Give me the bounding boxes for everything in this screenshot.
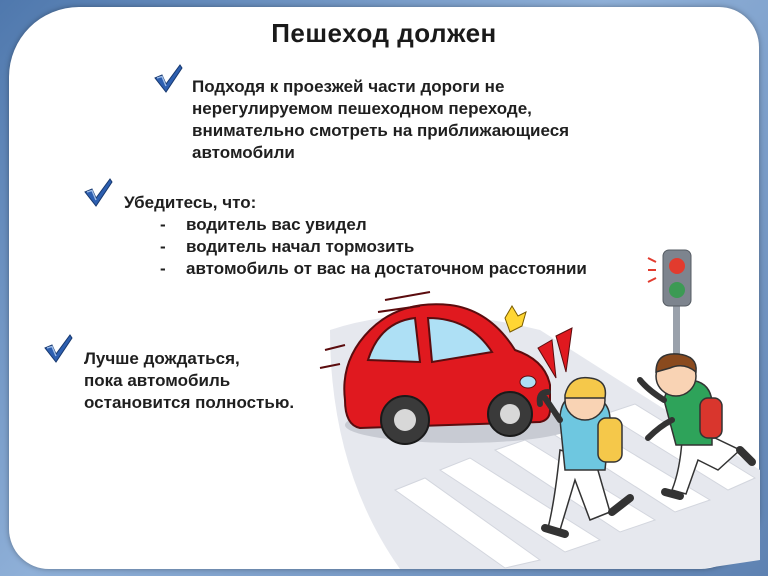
slide-title: Пешеход должен — [271, 18, 497, 48]
instruction-line: автомобили — [192, 143, 295, 162]
instruction-line: нерегулируемом пешеходном переходе, — [192, 99, 532, 118]
instruction-line: пока автомобиль — [84, 371, 231, 390]
ensure-heading: Убедитесь, что: — [124, 193, 257, 212]
instruction-line: Подходя к проезжей части дороги не — [192, 77, 505, 96]
instruction-line: внимательно смотреть на приближающиеся — [192, 121, 570, 140]
traffic-light-icon — [648, 250, 691, 360]
list-item: - водитель начал тормозить — [160, 236, 587, 258]
list-item: - водитель вас увидел — [160, 214, 587, 236]
instruction-line: Лучше дождаться, — [84, 349, 240, 368]
car-illustration — [320, 292, 575, 444]
list-item: - автомобиль от вас на достаточном расстоянии — [160, 258, 587, 280]
instruction-line: остановится полностью. — [84, 393, 295, 412]
